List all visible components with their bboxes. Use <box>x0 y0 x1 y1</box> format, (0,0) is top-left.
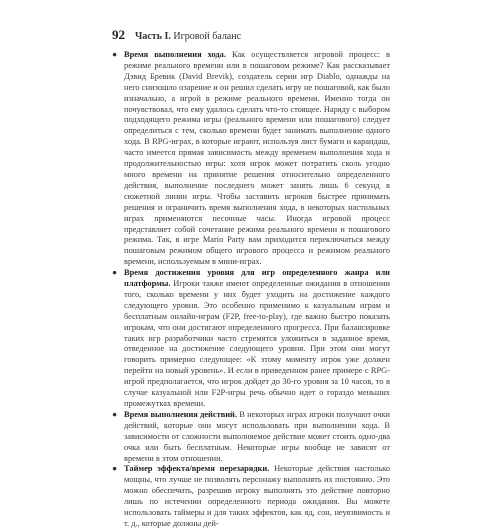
list-item <box>112 268 390 410</box>
chapter-title <box>135 31 241 42</box>
list-item <box>112 464 390 529</box>
item-text: Как осуществляется игровой процесс: в режиме реального времени или в пошаговом режиме? Как рассказывает Дэвид Бревик (David Brevik), создатель серии игр Diablo, однажды на него снизошло озарение и он решил сделать игру не пошаговой, как было изначально, а игрой в режиме реального времени. Именно тогда он почувствовал, что ему удалось сделать что-то стоящее. Наряду с выбором подходящего режима игры (реального времени или пошагового) следует определиться с тем, сколько времени будет занимать выполнение одного хода. В RPG-играх, в которые играют, используя лист бумаги и карандаш, часто имеется прямая зависимость между временем выполнения хода и продолжительностью игры: хотя игрок может потратить сколь угодно много времени на принятие решения относительно определенного действия, выполнение последнего может занять лишь 6 секунд в сюжетной линии игры. Чтобы заставить игроков быстрее принимать решения и ограничить время выполнения хода, в некоторых настольных играх применяются песочные часы. Иногда игровой процесс представляет собой сочетание режима реального времени и пошагового режима. Так, в игре Mario Party вам приходится переключаться между пошаговым режимом общего игрового процесса и режимом реального времени, используемым в мини-играх. <box>124 50 390 267</box>
bullet-icon: ● <box>112 409 118 419</box>
item-text: Игроки также имеют определенные ожидания в отношении того, сколько времени у них будет уходить на достижение каждого следующего уровня. Это особенно применимо к казуальным играм и бесплатным онлайн-играм (F2P, free-to-play), где важно быстро показать игрокам, что они достигают определенного прогресса. При балансировке таких игр разработчики часто стремятся уложиться в заданное время, отведенное на достижение следующего уровня. При этом они могут говорить примерно следующее: «К этому моменту игрок уже должен перейти на новый уровень». И если в приведенном ранее примере с RPG-игрой предполагается, что игрок дойдет до 30-го уровня за 10 часов, то в случае казуальной или F2P-игры речь обычно идет о гораздо меньших промежутках времени. <box>124 279 390 408</box>
item-lead: Таймер эффекта/время перезарядки. <box>124 464 270 474</box>
list-item <box>112 410 390 465</box>
item-lead: Время выполнения действий. <box>124 409 237 419</box>
item-lead: Время выполнения хода. <box>124 50 226 59</box>
item-text: В некоторых играх игроки получают очки действий, которые они могут использовать при выполнении хода. В зависимости от сложности выполняемое действие может стоить одно-два очка или быть бесплатным. Некоторые игры вообще не зависят от времени в этом отношении. <box>124 409 390 463</box>
page-header <box>112 27 412 41</box>
item-text: Некоторые действия настолько мощны, что лучше не позволять персонажу выполнять их постоянно. Это можно обеспечить, разрешив игроку выполнять это действие повторно лишь по истечении определенного периода ожидания. Вы можете использовать таймеры и для таких эффектов, как яд, сон, неуязвимость и т. д., которые должны дей- <box>124 464 390 528</box>
item-lead: Время достижения уровня для игр определенного жанра или платформы. <box>124 268 390 289</box>
bullet-icon: ● <box>112 268 118 278</box>
bullet-icon: ● <box>112 50 118 59</box>
page-number: 92 <box>112 27 125 42</box>
list-item <box>112 50 390 268</box>
part-title: Игровой баланс <box>173 31 242 42</box>
part-label: Часть I. <box>135 31 171 42</box>
page-body <box>112 50 390 530</box>
bullet-icon: ● <box>112 464 118 474</box>
